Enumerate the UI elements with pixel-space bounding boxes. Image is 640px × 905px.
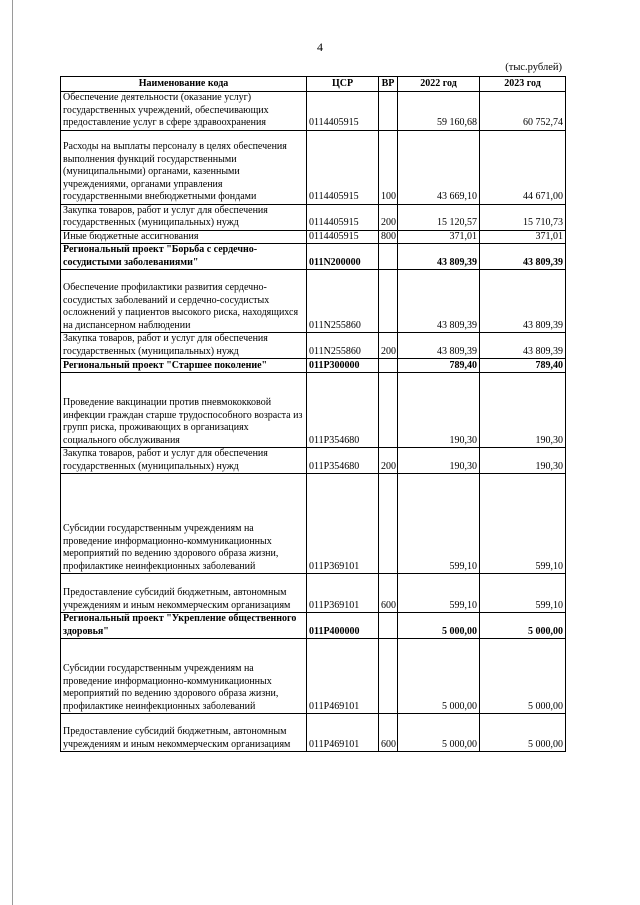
row-2023-cell: 190,30 [480, 448, 566, 474]
budget-table [60, 76, 566, 752]
row-2022-cell: 190,30 [398, 373, 480, 448]
row-name-cell: Субсидии государственным учреждениям на проведение информационно-коммуникационных мероприятий по ведению здорового образа жизни, профилактике неинфекционных заболеваний [61, 474, 307, 574]
table-row [61, 230, 566, 244]
row-csr-cell: 011P369101 [307, 474, 379, 574]
row-csr-cell: 011N200000 [307, 244, 379, 270]
row-vr-cell [379, 270, 398, 333]
table-row [61, 270, 566, 333]
row-vr-cell [379, 613, 398, 639]
table-row [61, 373, 566, 448]
row-vr-cell: 200 [379, 448, 398, 474]
row-name-cell: Субсидии государственным учреждениям на проведение информационно-коммуникационных мероприятий по ведению здорового образа жизни, профилактике неинфекционных заболеваний [61, 639, 307, 714]
row-name-cell: Региональный проект "Старшее поколение" [61, 359, 307, 373]
table-row [61, 613, 566, 639]
row-csr-cell: 0114405915 [307, 130, 379, 204]
row-name-cell: Расходы на выплаты персоналу в целях обеспечения выполнения функций государственными (муниципальными) органами, казенными учреждениями, органами управления государственными внебюджетными фондами [61, 130, 307, 204]
row-2023-cell: 43 809,39 [480, 270, 566, 333]
row-csr-cell: 011N255860 [307, 333, 379, 359]
table-header-row [61, 77, 566, 92]
row-vr-cell [379, 92, 398, 131]
header-name: Наименование кода [61, 77, 307, 92]
row-name-cell: Закупка товаров, работ и услуг для обеспечения государственных (муниципальных) нужд [61, 448, 307, 474]
row-name-cell: Региональный проект "Борьба с сердечно-сосудистыми заболеваниями" [61, 244, 307, 270]
row-vr-cell: 600 [379, 574, 398, 613]
row-2023-cell: 15 710,73 [480, 204, 566, 230]
table-row [61, 714, 566, 752]
row-csr-cell: 011N255860 [307, 270, 379, 333]
units-label: (тыс.рублей) [505, 62, 562, 73]
row-vr-cell: 200 [379, 333, 398, 359]
row-csr-cell: 011P354680 [307, 448, 379, 474]
row-2023-cell: 599,10 [480, 574, 566, 613]
row-2022-cell: 43 809,39 [398, 333, 480, 359]
row-csr-cell: 011P300000 [307, 359, 379, 373]
row-name-cell: Иные бюджетные ассигнования [61, 230, 307, 244]
row-2023-cell: 789,40 [480, 359, 566, 373]
row-2022-cell: 5 000,00 [398, 714, 480, 752]
row-2023-cell: 599,10 [480, 474, 566, 574]
row-2023-cell: 60 752,74 [480, 92, 566, 131]
row-name-cell: Закупка товаров, работ и услуг для обеспечения государственных (муниципальных) нужд [61, 333, 307, 359]
row-vr-cell [379, 373, 398, 448]
header-2022: 2022 год [398, 77, 480, 92]
page-margin-line [12, 0, 13, 905]
header-csr: ЦСР [307, 77, 379, 92]
row-csr-cell: 011P400000 [307, 613, 379, 639]
row-csr-cell: 011P469101 [307, 639, 379, 714]
row-vr-cell: 100 [379, 130, 398, 204]
row-name-cell: Предоставление субсидий бюджетным, автономным учреждениям и иным некоммерческим организациям [61, 574, 307, 613]
row-vr-cell [379, 359, 398, 373]
row-2022-cell: 371,01 [398, 230, 480, 244]
table-row [61, 244, 566, 270]
row-name-cell: Региональный проект "Укрепление общественного здоровья" [61, 613, 307, 639]
row-2023-cell: 43 809,39 [480, 333, 566, 359]
row-vr-cell [379, 474, 398, 574]
row-csr-cell: 0114405915 [307, 230, 379, 244]
table-row [61, 639, 566, 714]
row-name-cell: Закупка товаров, работ и услуг для обеспечения государственных (муниципальных) нужд [61, 204, 307, 230]
row-2022-cell: 599,10 [398, 574, 480, 613]
table-row [61, 333, 566, 359]
row-csr-cell: 0114405915 [307, 204, 379, 230]
table-row [61, 204, 566, 230]
row-2023-cell: 5 000,00 [480, 613, 566, 639]
page-number: 4 [317, 40, 323, 54]
row-name-cell: Проведение вакцинации против пневмококковой инфекции граждан старше трудоспособного возраста из групп риска, проживающих в организациях социального обслуживания [61, 373, 307, 448]
table-row [61, 448, 566, 474]
row-2022-cell: 59 160,68 [398, 92, 480, 131]
row-2023-cell: 5 000,00 [480, 639, 566, 714]
row-2023-cell: 44 671,00 [480, 130, 566, 204]
row-2023-cell: 5 000,00 [480, 714, 566, 752]
row-csr-cell: 011P369101 [307, 574, 379, 613]
table-row [61, 359, 566, 373]
row-vr-cell: 800 [379, 230, 398, 244]
row-2022-cell: 43 809,39 [398, 270, 480, 333]
row-2022-cell: 15 120,57 [398, 204, 480, 230]
header-vr: ВР [379, 77, 398, 92]
row-2023-cell: 43 809,39 [480, 244, 566, 270]
row-vr-cell [379, 639, 398, 714]
row-2023-cell: 371,01 [480, 230, 566, 244]
row-csr-cell: 011P354680 [307, 373, 379, 448]
row-vr-cell: 600 [379, 714, 398, 752]
row-name-cell: Предоставление субсидий бюджетным, автономным учреждениям и иным некоммерческим организациям [61, 714, 307, 752]
table-row [61, 574, 566, 613]
row-2023-cell: 190,30 [480, 373, 566, 448]
row-2022-cell: 5 000,00 [398, 613, 480, 639]
row-2022-cell: 43 669,10 [398, 130, 480, 204]
row-2022-cell: 43 809,39 [398, 244, 480, 270]
row-2022-cell: 599,10 [398, 474, 480, 574]
row-csr-cell: 0114405915 [307, 92, 379, 131]
row-vr-cell: 200 [379, 204, 398, 230]
row-name-cell: Обеспечение профилактики развития сердечно-сосудистых заболеваний и сердечно-сосудистых осложнений у пациентов высокого риска, находящихся на диспансерном наблюдении [61, 270, 307, 333]
row-2022-cell: 190,30 [398, 448, 480, 474]
table-row [61, 130, 566, 204]
table-row [61, 92, 566, 131]
table-body [61, 92, 566, 752]
header-2023: 2023 год [480, 77, 566, 92]
row-csr-cell: 011P469101 [307, 714, 379, 752]
table-row [61, 474, 566, 574]
row-vr-cell [379, 244, 398, 270]
row-name-cell: Обеспечение деятельности (оказание услуг) государственных учреждений, обеспечивающих предоставление услуг в сфере здравоохранения [61, 92, 307, 131]
row-2022-cell: 5 000,00 [398, 639, 480, 714]
row-2022-cell: 789,40 [398, 359, 480, 373]
